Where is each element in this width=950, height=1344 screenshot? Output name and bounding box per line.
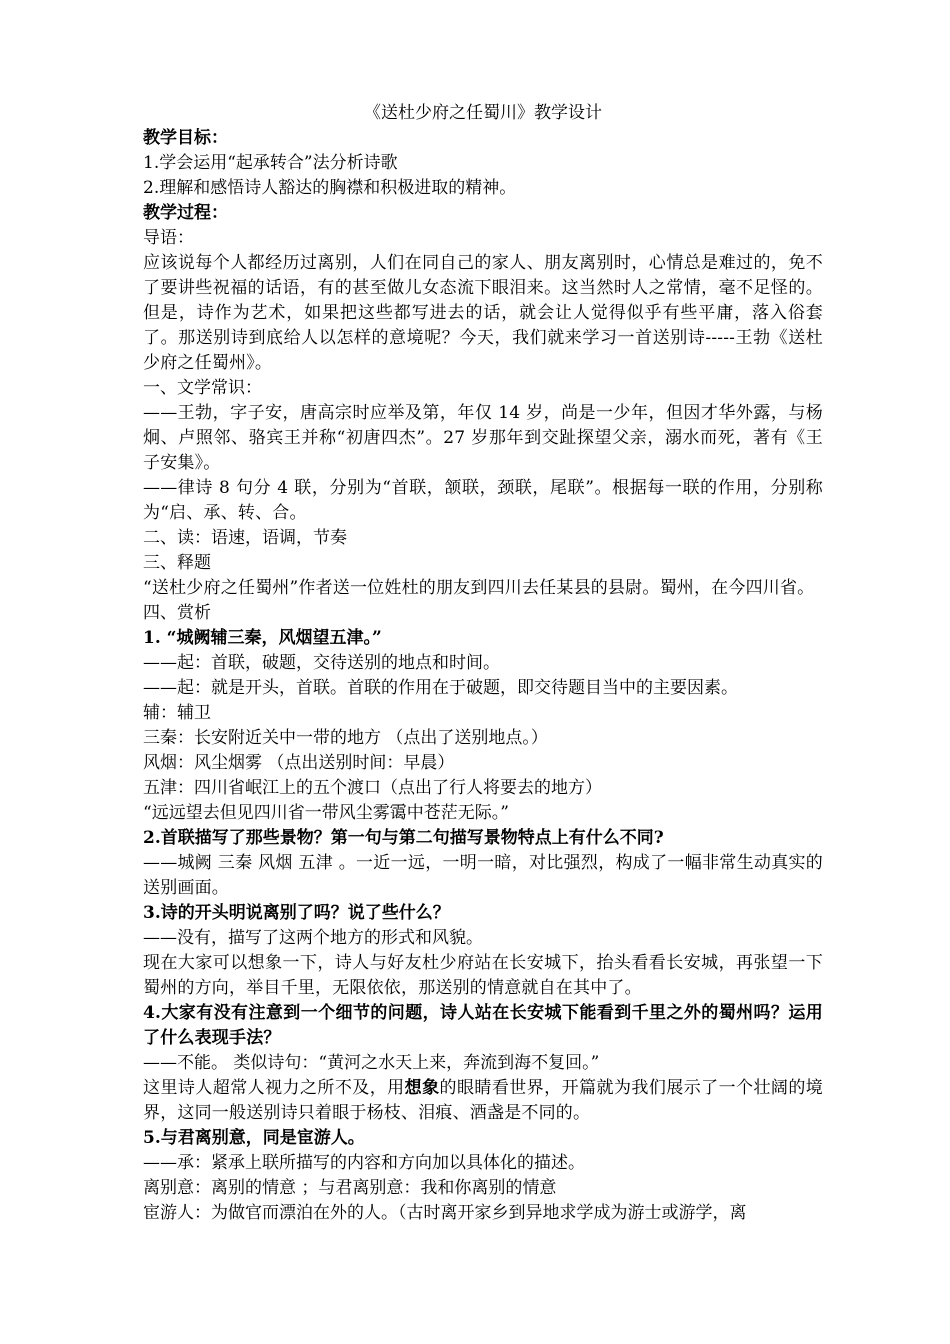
text-run: 这里诗人超常人视力之所不及，用 xyxy=(143,1078,405,1098)
answer-line: ——起：就是开头，首联。首联的作用在于破题，即交待题目当中的主要因素。 xyxy=(143,678,738,698)
process-heading: 教学过程： xyxy=(143,203,228,223)
goal-item: 2.理解和感悟诗人豁达的胸襟和积极进取的精神。 xyxy=(143,178,517,198)
section-heading: 一、文学常识： xyxy=(143,378,262,398)
answer-line: ——起：首联，破题，交待送别的地点和时间。 xyxy=(143,653,500,673)
paragraph xyxy=(143,1076,823,1126)
paragraph: “送杜少府之任蜀州”作者送一位姓杜的朋友到四川去任某县的县尉。蜀州，在今四川省。 xyxy=(143,578,815,598)
answer-line: ——没有，描写了这两个地方的形式和风貌。 xyxy=(143,928,483,948)
answer-line: 风烟：风尘烟雾 （点出送别时间：早晨） xyxy=(143,753,455,773)
answer-line: ——不能。 类似诗句：“黄河之水天上来，奔流到海不复回。” xyxy=(143,1053,600,1073)
intro-paragraph: 应该说每个人都经历过离别，人们在同自己的家人、朋友离别时，心情总是难过的，免不了要讲些祝福的话语，有的甚至做儿女态流下眼泪来。这当然时人之常情，毫不足怪的。但是，诗作为艺术，如果把这些都写进去的话，就会让人觉得似乎有些平庸，落入俗套了。那送别诗到底给人以怎样的意境呢？今天，我们就来学习一首送别诗-----王勃《送杜少府之任蜀州》。 xyxy=(143,253,823,373)
answer-line: 离别意：离别的情意 ；与君离别意：我和你离别的情意 xyxy=(143,1178,557,1198)
paragraph: ——王勃，字子安，唐高宗时应举及第，年仅 14 岁，尚是一少年，但因才华外露，与杨炯、卢照邻、骆宾王并称“初唐四杰”。27 岁那年到交趾探望父亲，溺水而死，著有《王子安集》。 xyxy=(143,403,823,473)
question-heading: 2.首联描写了那些景物？第一句与第二句描写景物特点上有什么不同? xyxy=(143,828,664,848)
answer-line: ——承：紧承上联所描写的内容和方向加以具体化的描述。 xyxy=(143,1153,585,1173)
answer-line: “远远望去但见四川省一带风尘雾霭中苍茫无际。” xyxy=(143,803,509,823)
emphasis-text: 想象 xyxy=(404,1078,440,1098)
answer-line: 辅：辅卫 xyxy=(143,703,211,723)
document-body xyxy=(143,100,823,1226)
answer-line: 三秦：长安附近关中一带的地方 （点出了送别地点。） xyxy=(143,728,548,748)
paragraph: ——律诗 8 句分 4 联，分别为“首联，颔联，颈联，尾联”。根据每一联的作用，分别称为“启、承、转、合。 xyxy=(143,478,823,523)
question-heading: 4.大家有没有注意到一个细节的问题，诗人站在长安城下能看到千里之外的蜀州吗？运用了什么表现手法？ xyxy=(143,1003,823,1048)
section-heading: 二、读：语速，语调，节奏 xyxy=(143,528,347,548)
section-heading: 四、赏析 xyxy=(143,603,211,623)
question-heading: 3.诗的开头明说离别了吗？说了些什么？ xyxy=(143,903,450,923)
paragraph: ——城阙 三秦 风烟 五津 。一近一远，一明一暗，对比强烈，构成了一幅非常生动真实的送别画面。 xyxy=(143,853,823,898)
answer-line: 宦游人：为做官而漂泊在外的人。（古时离开家乡到异地求学成为游士或游学，离 xyxy=(143,1203,747,1223)
goal-item: 1.学会运用“起承转合”法分析诗歌 xyxy=(143,153,398,173)
question-heading: 1. “城阙辅三秦，风烟望五津。” xyxy=(143,628,382,648)
answer-line: 五津：四川省岷江上的五个渡口（点出了行人将要去的地方） xyxy=(143,778,602,798)
question-heading: 5.与君离别意，同是宦游人。 xyxy=(143,1128,365,1148)
goals-heading: 教学目标： xyxy=(143,128,228,148)
text-run: 的眼睛看世界，开篇就为我们展示了一个壮阔的境界，这同一般送别诗只着眼于杨枝、泪痕、酒盏是不同的。 xyxy=(143,1078,824,1123)
paragraph: 现在大家可以想象一下，诗人与好友杜少府站在长安城下，抬头看看长安城，再张望一下蜀州的方向，举目千里，无限依依，那送别的情意就自在其中了。 xyxy=(143,953,823,998)
intro-label: 导语： xyxy=(143,228,194,248)
document-title: 《送杜少府之任蜀川》教学设计 xyxy=(364,103,602,123)
section-heading: 三、释题 xyxy=(143,553,211,573)
